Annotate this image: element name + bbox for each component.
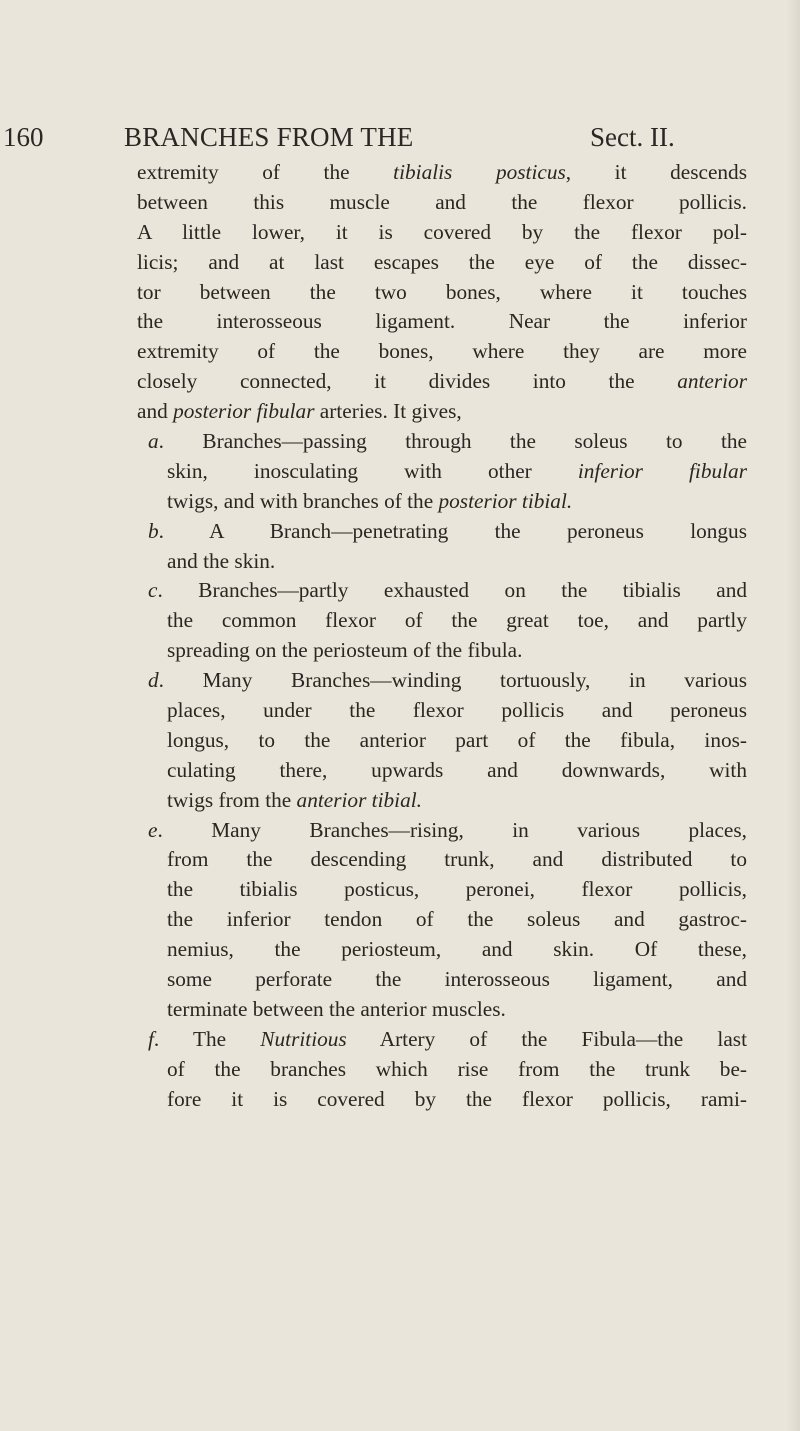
text-line: c. Branches—partly exhausted on the tibialis and: [148, 578, 747, 603]
list-item-b: [137, 517, 747, 577]
item-marker: f: [148, 1026, 154, 1051]
list-item-d: [137, 666, 747, 815]
list-item-e: [137, 816, 747, 1025]
item-marker: a: [148, 429, 159, 454]
text-line: from the descending trunk, and distributed to: [167, 847, 747, 872]
text-line: the interosseous ligament. Near the inferior: [137, 309, 747, 334]
text-line: between this muscle and the flexor pollicis.: [137, 189, 747, 214]
text-line: culating there, upwards and downwards, with: [167, 757, 747, 782]
text-line: d. Many Branches—winding tortuously, in various: [148, 668, 747, 693]
item-marker: b: [148, 518, 159, 543]
text-line: spreading on the periosteum of the fibula.: [167, 638, 523, 663]
text-line: some perforate the interosseous ligament, and: [167, 967, 747, 992]
text-line: A little lower, it is covered by the flexor pol-: [137, 219, 747, 244]
text-line: skin, inosculating with other inferior fibular: [167, 458, 747, 483]
item-marker: c: [148, 578, 158, 603]
text-line: f. The Nutritious Artery of the Fibula—the last: [148, 1026, 747, 1051]
text-line: licis; and at last escapes the eye of the dissec-: [137, 249, 747, 274]
running-title: BRANCHES FROM THE: [124, 122, 414, 152]
text-line: the inferior tendon of the soleus and gastroc-: [167, 907, 747, 932]
text-line: closely connected, it divides into the anterior: [137, 369, 747, 394]
text-line: extremity of the tibialis posticus, it descends: [137, 160, 747, 184]
text-line: fore it is covered by the flexor pollicis, rami-: [167, 1086, 747, 1111]
item-marker: e: [148, 817, 158, 842]
list-item-f: [137, 1025, 747, 1115]
text-line: longus, to the anterior part of the fibula, inos-: [167, 727, 747, 752]
text-line: nemius, the periosteum, and skin. Of these,: [167, 937, 747, 962]
section-label: Sect. II.: [590, 122, 675, 152]
text-line: the common flexor of the great toe, and partly: [167, 608, 747, 633]
text-line: twigs, and with branches of the posterior tibial.: [167, 488, 573, 513]
text-line: a. Branches—passing through the soleus to the: [148, 429, 747, 454]
text-line: the tibialis posticus, peronei, flexor pollicis,: [167, 877, 747, 902]
text-line: of the branches which rise from the trunk be-: [167, 1056, 747, 1081]
text-line: e. Many Branches—rising, in various places,: [148, 817, 747, 842]
list-item-a: [137, 427, 747, 517]
body-text: [137, 158, 747, 1115]
text-line: places, under the flexor pollicis and peroneus: [167, 698, 747, 723]
text-line: tor between the two bones, where it touches: [137, 279, 747, 304]
list-item-c: [137, 576, 747, 666]
text-line: b. A Branch—penetrating the peroneus longus: [148, 518, 747, 543]
page-number: 160: [3, 122, 44, 152]
page-header: [0, 120, 800, 154]
text-line: twigs from the anterior tibial.: [167, 787, 422, 812]
text-line: and the skin.: [167, 548, 276, 573]
text-line: terminate between the anterior muscles.: [167, 996, 506, 1021]
text-line: extremity of the bones, where they are more: [137, 339, 747, 364]
item-marker: d: [148, 668, 159, 693]
page-edge-shadow: [786, 0, 800, 1431]
intro-paragraph: [137, 158, 747, 427]
text-line: and posterior fibular arteries. It gives,: [137, 399, 462, 424]
